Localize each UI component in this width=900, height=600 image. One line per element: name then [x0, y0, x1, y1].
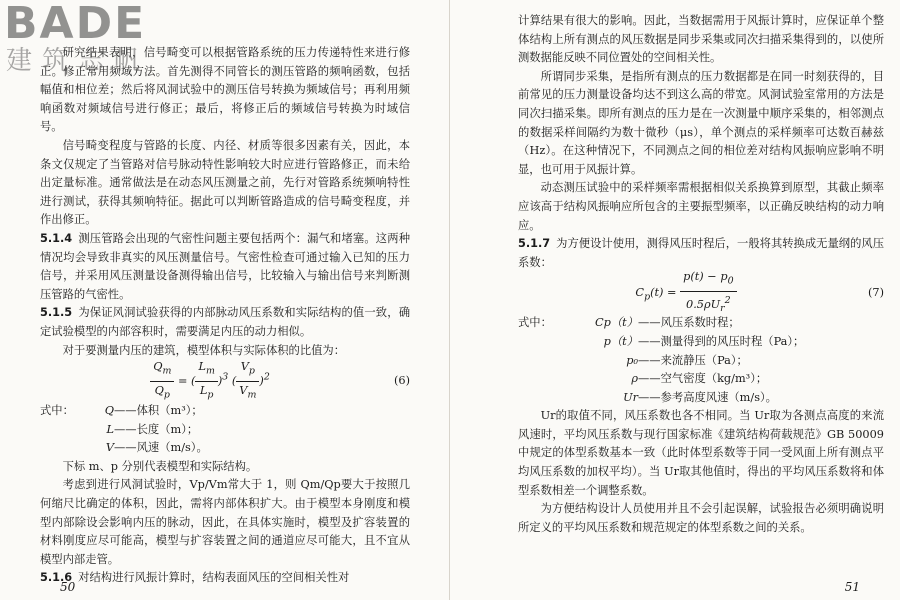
paragraph: 研究结果表明，信号畸变可以根据管路系统的压力传递特性来进行修正。修正常用频域方法。首先测得不同管长的测压管路的频响函数，包括幅值和相位差；然后将风洞试验中的测压信号转换为频域信号；再利用频响函数对频域信号进行修正；最后，将修正后的频域信号转换为时域信号。	[40, 46, 410, 134]
definition-row	[40, 402, 410, 421]
symbol: L	[106, 422, 114, 436]
right-page-text	[518, 12, 884, 537]
section-text: 为保证风洞试验获得的内部脉动风压系数和实际结构的值一致，确定试验模型的内部容积时，需要满足内压的动力相似。	[40, 306, 410, 338]
equation-6	[40, 359, 410, 400]
section-text: 测压管路会出现的气密性问题主要包括两个：漏气和堵塞。这两种情况均会导致非真实的风压测量信号。气密性检查可通过输入已知的压力信号，并采用风压测量设备测得输出信号，比较输入与输出信号来判断测压管路的气密性。	[40, 231, 410, 301]
section-5-1-4	[40, 230, 410, 304]
section-5-1-6	[40, 569, 410, 588]
symbol-desc: ——体积（m³）；	[114, 404, 203, 418]
symbol-desc: ——风压系数时程；	[638, 316, 740, 330]
symbol-desc: ——风速（m/s）。	[114, 441, 208, 455]
symbol: p（t）	[603, 334, 638, 348]
symbol: p₀	[626, 353, 638, 367]
symbol-definitions	[40, 402, 410, 458]
paragraph: 所谓同步采集，是指所有测点的压力数据都是在同一时刻获得的，目前常见的压力测量设备均达不到这么高的带宽。风洞试验室常用的方法是同次扫描采集。即所有测点的压力是在一次测量中顺序采集的，相邻测点的数据采样间隔约为数十微秒（μs），单个测点的采样频率可达数百赫兹（Hz）。在这种情况下，不同测点之间的相位差对结构风振响应影响不明显，也可用于风振计算。	[518, 69, 884, 176]
paragraph: 计算结果有很大的影响。因此，当数据需用于风振计算时，应保证单个整体结构上所有测点的风压数据是同步采集或同次扫描采集得到的，以使所测数据能反映不同位置处的空间相关性。	[518, 14, 884, 65]
symbol-desc: ——来流静压（Pa）；	[638, 353, 748, 367]
paragraph: 信号畸变程度与管路的长度、内径、材质等很多因素有关，因此，本条文仅规定了当管路对信号脉动特性影响较大时应进行管路修正，而未给出定量标准。通常做法是在动态风压测量之前，先行对管路系统频响特性进行测试，获得其频响特征。据此可以判断管路造成的信号畸变程度，并作出修正。	[40, 138, 410, 227]
symbol-desc: ——测量得到的风压时程（Pa）；	[638, 334, 805, 348]
section-5-1-7	[518, 235, 884, 272]
section-5-1-5	[40, 304, 410, 341]
section-number: 5.1.5	[40, 306, 73, 320]
section-text: 为方便设计使用，测得风压时程后，一般将其转换成无量纲的风压系数：	[518, 237, 884, 269]
symbol: ρ	[631, 372, 638, 386]
symbol: Q	[104, 404, 114, 418]
section-text: 对结构进行风振计算时，结构表面风压的空间相关性对	[78, 571, 350, 585]
page-number: 51	[844, 580, 860, 594]
definition-row	[40, 421, 410, 440]
symbol-desc: ——空气密度（kg/m³）；	[638, 372, 768, 386]
definition-row	[40, 439, 410, 458]
equation-number: (7)	[867, 286, 884, 300]
paragraph: 为方便结构设计人员使用并且不会引起误解，试验报告必须明确说明所定义的平均风压系数和规范规定的体型系数之间的关系。	[518, 502, 884, 534]
symbol: V	[105, 441, 114, 455]
equation-6-formula: $\frac{Q_m}{Q_p}$ = ( $\frac{L_m}{L_p}$ )$^3$ ( $\frac{V_p}{V_m}$ )$^2$	[40, 358, 380, 405]
symbol: Cp（t）	[594, 316, 638, 330]
symbol: Ur	[623, 390, 638, 404]
symbol-definitions	[518, 314, 884, 407]
paragraph: Ur的取值不同，风压系数也各不相同。当 Ur取为各测点高度的来流风速时，平均风压系数与现行国家标准《建筑结构荷载规范》GB 50009 中规定的体型系数基本一致（此时体型系数等于同一受风面上所有测点平均风压系数的加权平均）。当 Ur取其他值时，得出的平均风压系数将和体型系数相差一个调整系数。	[518, 409, 884, 497]
definition-row	[518, 389, 884, 408]
equation-number: (6)	[393, 373, 410, 387]
defs-lead: 式中：	[518, 316, 552, 330]
paragraph: 下标 m、p 分别代表模型和实际结构。	[62, 459, 258, 473]
definition-row	[518, 352, 884, 371]
equation-7-formula: $C_p(t)$ = $\frac{p(t) - p_0}{0.5\rho U_r^2}$	[518, 268, 854, 318]
definition-row	[518, 333, 884, 352]
equation-7	[518, 270, 884, 314]
symbol-desc: ——参考高度风速（m/s）。	[638, 390, 777, 404]
defs-lead: 式中：	[40, 404, 74, 418]
definition-row	[518, 370, 884, 389]
watermark-logo: BADE 建筑志帆	[4, 0, 151, 76]
section-number: 5.1.7	[518, 237, 551, 251]
paragraph: 动态测压试验中的采样频率需根据相似关系换算到原型，其截止频率应该高于结构风振响应所包含的主要振型频率，以正确反映结构的动力响应。	[518, 181, 884, 232]
paragraph: 考虑到进行风洞试验时，Vp/Vm常大于 1，则 Qm/Qp要大于按照几何缩尺比确定的体积，因此，需将内部体积扩大。由于模型本身刚度和模型内部除设会影响内压的脉动，因此，在具体实施时，模型及扩容装置的材料刚度应尽可能高，模型与扩容装置之间的通道应尽可能大，且不宜从模型内部走管。	[40, 478, 410, 566]
symbol-desc: ——长度（m）；	[114, 422, 199, 436]
section-number: 5.1.4	[40, 231, 73, 245]
page-number: 50	[60, 580, 76, 594]
right-page	[450, 0, 900, 600]
section-number: 5.1.6	[40, 571, 73, 585]
left-page-text	[40, 44, 410, 588]
paragraph: 对于要测量内压的建筑，模型体积与实际体积的比值为：	[62, 343, 346, 357]
